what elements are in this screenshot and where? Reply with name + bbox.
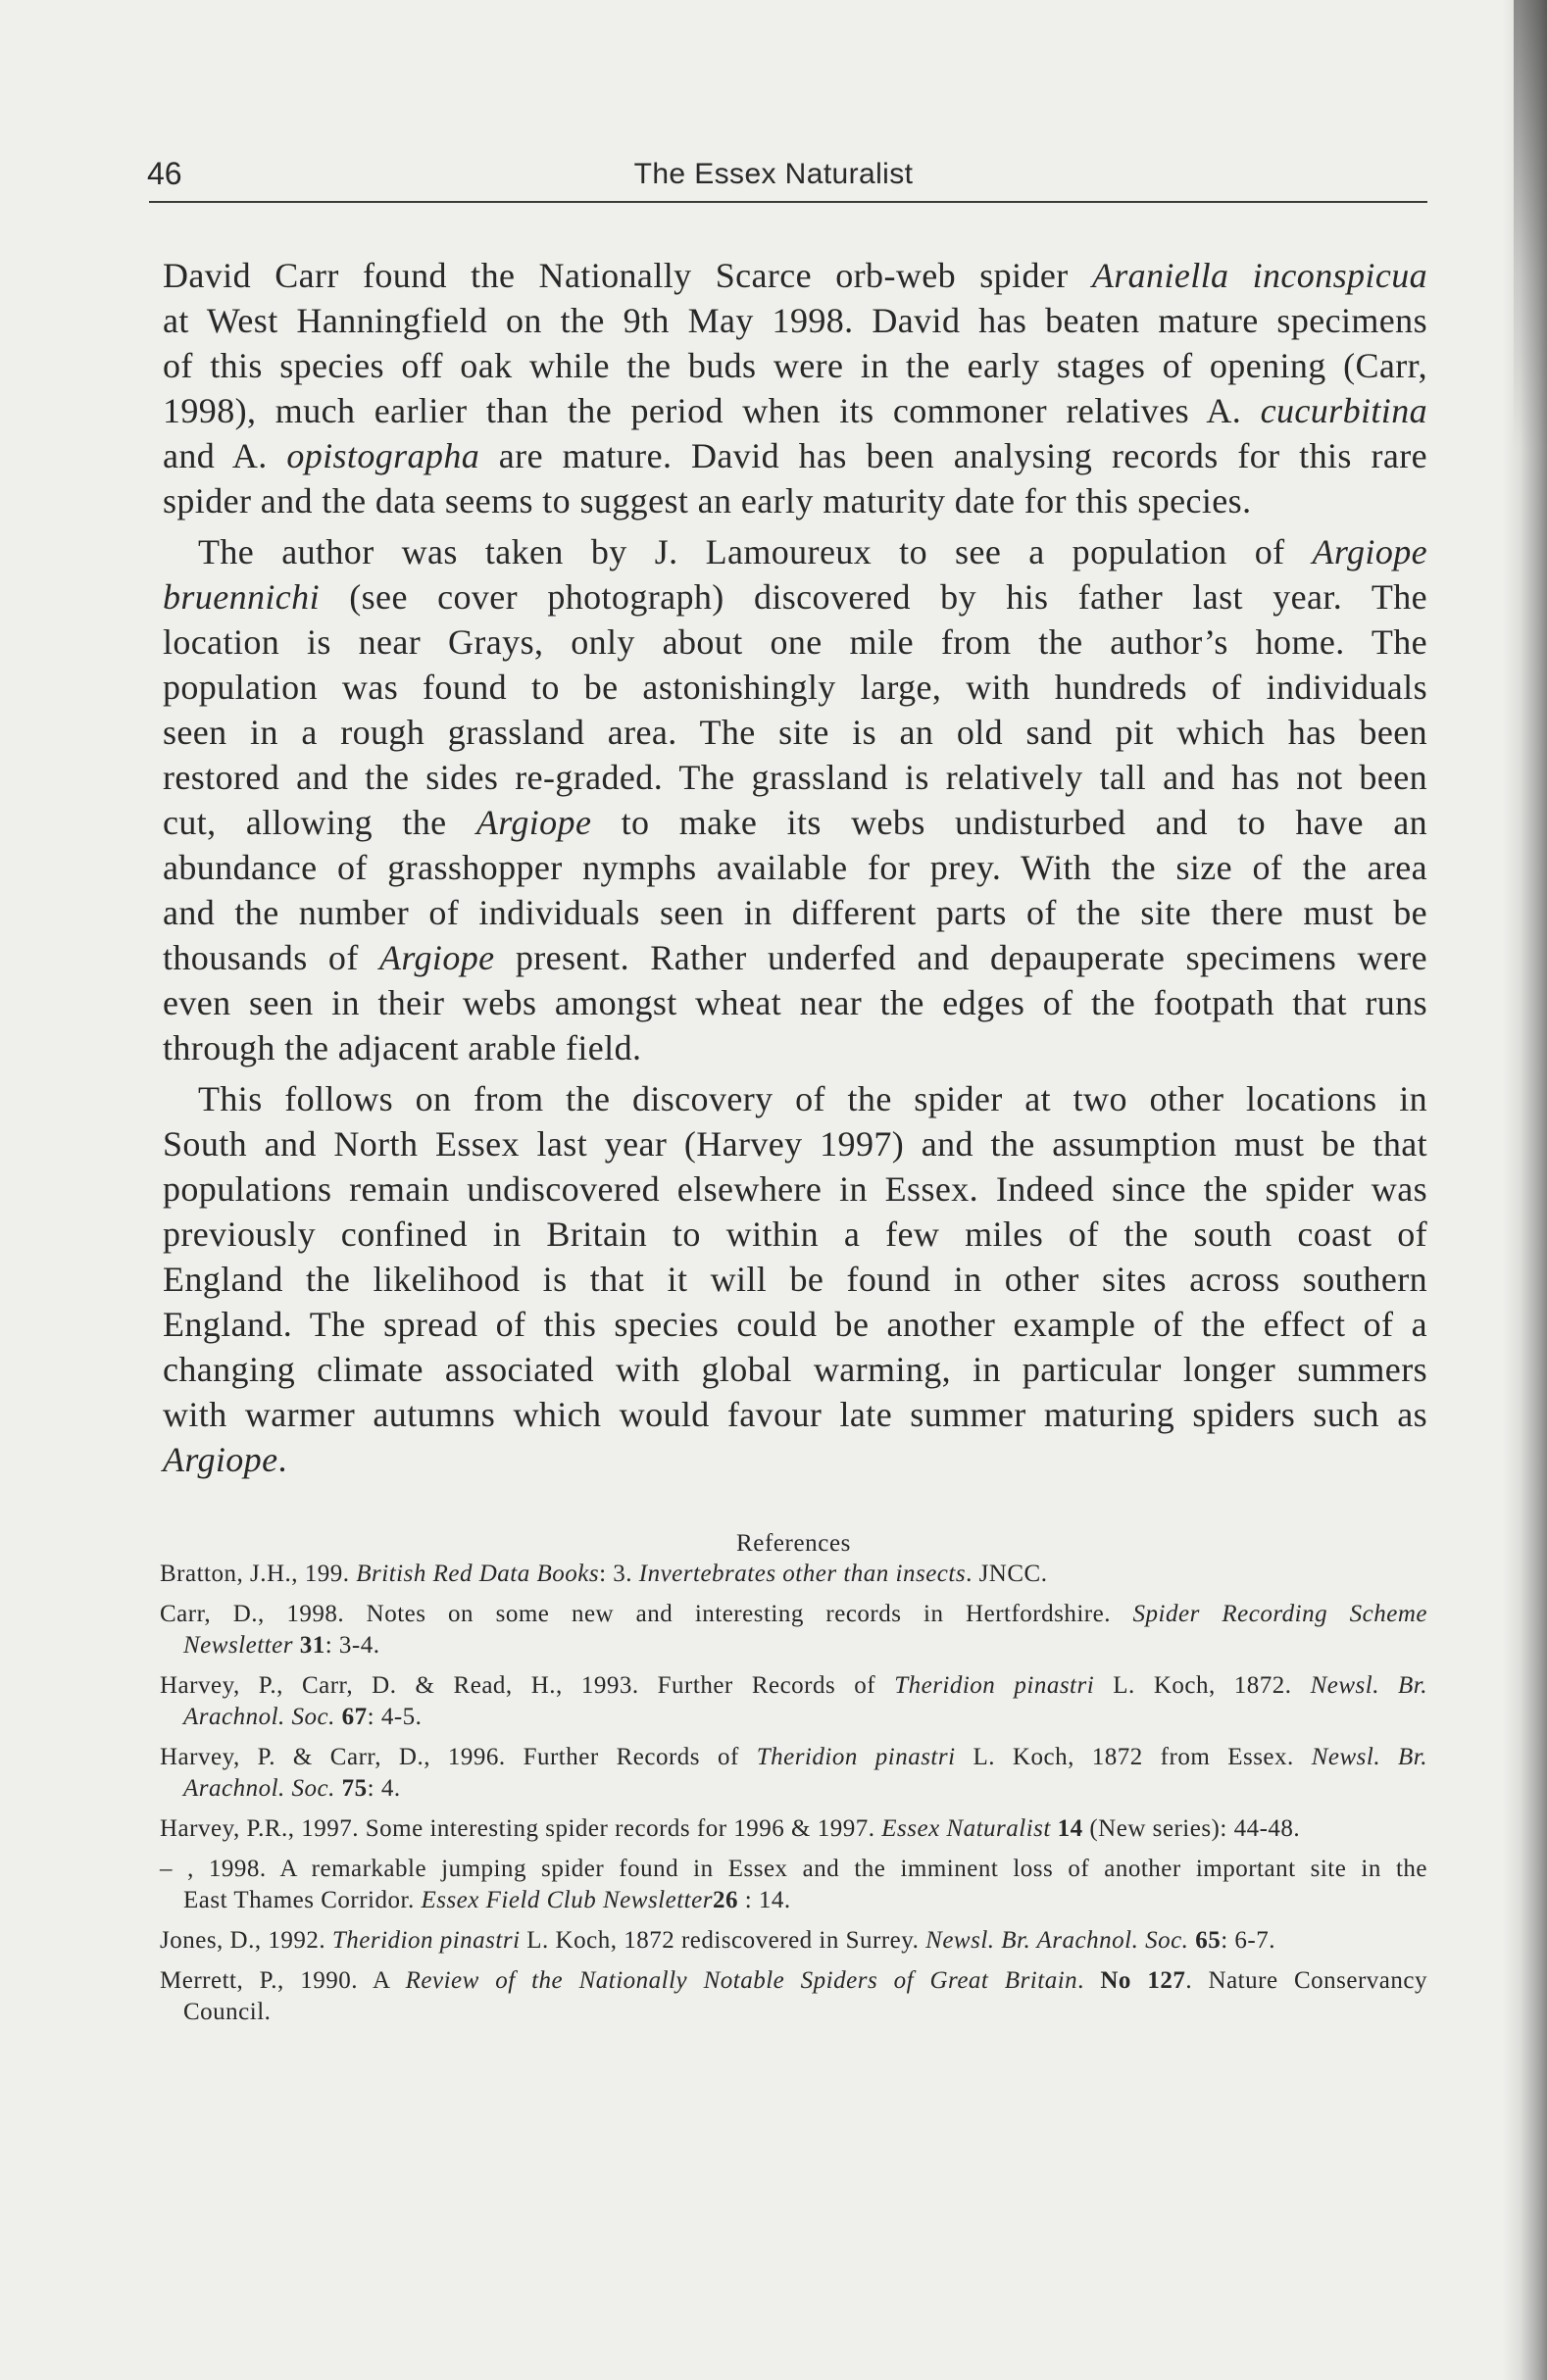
ref-line	[160, 1559, 1427, 1590]
text-run: : 3.	[599, 1561, 639, 1587]
italic-text: Newsl. Br.	[1310, 1672, 1428, 1699]
text-run: . Nature Conservancy	[1185, 1967, 1427, 1994]
body-line	[163, 620, 1427, 665]
body-line	[163, 574, 1427, 620]
text-run: populations remain undiscovered elsewhere in Essex. Indeed since the spider was	[163, 1169, 1427, 1209]
italic-text: Newsl. Br.	[1311, 1744, 1427, 1770]
text-run: at West Hanningfield on the 9th May 1998. David has beaten mature specimens	[163, 301, 1427, 340]
text-run: : 3-4.	[324, 1632, 380, 1659]
reference-entry	[160, 1813, 1427, 1845]
body-line	[163, 298, 1427, 343]
text-run: . JNCC.	[966, 1561, 1048, 1587]
ref-line	[160, 1813, 1427, 1845]
body-line	[163, 1437, 1427, 1482]
text-run: with warmer autumns which would favour late summer maturing spiders such as	[163, 1395, 1427, 1434]
italic-text: cucurbitina	[1260, 391, 1427, 430]
text-run: location is near Grays, only about one mile from the author’s home. The	[163, 622, 1427, 662]
body-line	[163, 665, 1427, 710]
ref-line	[160, 1773, 1427, 1805]
italic-text: Argiope	[163, 1440, 278, 1479]
text-run: Merrett, P., 1990. A	[160, 1967, 406, 1994]
text-run: are mature. David has been analysing records for this rare	[479, 436, 1427, 475]
body-line	[163, 935, 1427, 980]
text-run: David Carr found the Nationally Scarce orb-web spider	[163, 256, 1092, 295]
text-run: L. Koch, 1872.	[1094, 1672, 1311, 1699]
page-number: 46	[147, 156, 182, 191]
text-run: cut, allowing the	[163, 803, 476, 842]
body-line	[163, 1212, 1427, 1257]
italic-text: British Red Data Books	[356, 1561, 600, 1587]
italic-text: Invertebrates other than insects	[638, 1561, 967, 1587]
italic-text: Essex Naturalist	[881, 1815, 1058, 1842]
scan-corner-shadow	[1514, 0, 1547, 451]
bold-text: 67	[341, 1704, 368, 1730]
body-line	[163, 755, 1427, 800]
italic-text: Theridion pinastri	[331, 1927, 521, 1954]
italic-text: opistographa	[286, 436, 480, 475]
reference-entry	[160, 1559, 1427, 1590]
ref-line	[160, 1599, 1427, 1630]
references-list	[160, 1559, 1427, 2028]
bold-text: No 127	[1100, 1967, 1186, 1994]
body-line	[163, 343, 1427, 388]
body-line	[163, 1392, 1427, 1437]
body-line	[163, 529, 1427, 574]
body-line	[163, 253, 1427, 298]
reference-entry	[160, 1742, 1427, 1805]
ref-line	[160, 1742, 1427, 1773]
text-run: restored and the sides re-graded. The grassland is relatively tall and has not been	[163, 758, 1427, 797]
italic-text: Araniella inconspicua	[1091, 256, 1427, 295]
italic-text: Arachnol. Soc.	[183, 1775, 342, 1802]
italic-text: Arachnol. Soc.	[183, 1704, 342, 1730]
text-run: : 14.	[737, 1887, 791, 1913]
journal-title: The Essex Naturalist	[633, 158, 914, 190]
bold-text: 14	[1057, 1815, 1083, 1842]
ref-line	[160, 1965, 1427, 1997]
body-line	[163, 1121, 1427, 1166]
italic-text: Theridion pinastri	[756, 1744, 956, 1770]
body-paragraph	[163, 253, 1427, 523]
header-rule	[149, 201, 1427, 203]
text-run: spider and the data seems to suggest an early maturity date for this species.	[163, 481, 1252, 521]
italic-text: Newsletter	[183, 1632, 300, 1659]
text-run: .	[1077, 1967, 1101, 1994]
ref-line	[160, 1702, 1427, 1733]
italic-text: Theridion pinastri	[894, 1672, 1095, 1699]
text-run: Harvey, P.R., 1997. Some interesting spider records for 1996 & 1997.	[160, 1815, 882, 1842]
ref-line	[160, 1670, 1427, 1702]
body-line	[163, 800, 1427, 845]
text-run: Council.	[183, 1999, 272, 2025]
text-run: : 6-7.	[1221, 1927, 1275, 1954]
body-line	[163, 980, 1427, 1025]
body-line	[163, 1025, 1427, 1070]
bold-text: 75	[341, 1775, 368, 1802]
text-run: previously confined in Britain to within a few miles of the south coast of	[163, 1215, 1427, 1254]
text-run: The author was taken by J. Lamoureux to see a population of	[198, 532, 1313, 571]
text-run: Carr, D., 1998. Notes on some new and interesting records in Hertfordshire.	[160, 1601, 1133, 1627]
text-run: Harvey, P., Carr, D. & Read, H., 1993. Further Records of	[160, 1672, 895, 1699]
text-run: L. Koch, 1872 rediscovered in Surrey.	[520, 1927, 926, 1954]
reference-entry	[160, 1854, 1427, 1916]
text-run: This follows on from the discovery of the spider at two other locations in	[198, 1079, 1427, 1118]
text-run: to make its webs undisturbed and to have an	[591, 803, 1427, 842]
text-run: and A.	[163, 436, 287, 475]
body-paragraph	[163, 529, 1427, 1070]
bold-text: 26	[712, 1887, 738, 1913]
text-run: population was found to be astonishingly large, with hundreds of individuals	[163, 668, 1427, 707]
italic-text: Argiope	[1312, 532, 1427, 571]
body-line	[163, 478, 1427, 523]
text-run: – , 1998. A remarkable jumping spider found in Essex and the imminent loss of another important site in the	[160, 1856, 1427, 1882]
body-line	[163, 710, 1427, 755]
text-run: East Thames Corridor.	[183, 1887, 422, 1913]
italic-text: Review of the Nationally Notable Spiders of Great Britain	[405, 1967, 1078, 1994]
body-line	[163, 1076, 1427, 1121]
text-run: present. Rather underfed and depauperate specimens were	[494, 938, 1427, 977]
ref-line	[160, 1885, 1427, 1916]
reference-entry	[160, 1965, 1427, 2028]
text-run: changing climate associated with global warming, in particular longer summers	[163, 1350, 1427, 1389]
text-run: and the number of individuals seen in different parts of the site there must be	[163, 893, 1427, 932]
ref-line	[160, 1630, 1427, 1661]
article-body	[163, 253, 1427, 1482]
italic-text: Essex Field Club Newsletter	[421, 1887, 713, 1913]
text-run: England the likelihood is that it will be found in other sites across southern	[163, 1260, 1427, 1299]
body-line	[163, 1257, 1427, 1302]
ref-line	[160, 1925, 1427, 1957]
reference-entry	[160, 1599, 1427, 1661]
text-run: : 4-5.	[367, 1704, 423, 1730]
bold-text: 65	[1195, 1927, 1222, 1954]
body-line	[163, 1347, 1427, 1392]
text-run: (New series): 44-48.	[1082, 1815, 1301, 1842]
italic-text: Newsl. Br. Arachnol. Soc.	[925, 1927, 1196, 1954]
text-run: through the adjacent arable field.	[163, 1028, 642, 1067]
italic-text: Spider Recording Scheme	[1132, 1601, 1427, 1627]
text-run: Harvey, P. & Carr, D., 1996. Further Records of	[160, 1744, 757, 1770]
text-run: L. Koch, 1872 from Essex.	[955, 1744, 1312, 1770]
references-heading: References	[735, 1530, 852, 1557]
text-run: even seen in their webs amongst wheat near the edges of the footpath that runs	[163, 983, 1427, 1022]
text-run: England. The spread of this species could be another example of the effect of a	[163, 1305, 1427, 1344]
italic-text: bruennichi	[163, 577, 320, 617]
body-line	[163, 1166, 1427, 1212]
body-line	[163, 433, 1427, 478]
body-line	[163, 845, 1427, 890]
body-line	[163, 388, 1427, 433]
text-run: Bratton, J.H., 199.	[160, 1561, 357, 1587]
text-run: (see cover photograph) discovered by his father last year. The	[319, 577, 1427, 617]
text-run: of this species off oak while the buds were in the early stages of opening (Carr,	[163, 346, 1427, 385]
body-paragraph	[163, 1076, 1427, 1482]
ref-line	[160, 1854, 1427, 1885]
text-run: seen in a rough grassland area. The site is an old sand pit which has been	[163, 713, 1427, 752]
ref-line	[160, 1997, 1427, 2028]
reference-entry	[160, 1670, 1427, 1733]
text-run: 1998), much earlier than the period when its commoner relatives A.	[163, 391, 1261, 430]
text-run: thousands of	[163, 938, 380, 977]
italic-text: Argiope	[475, 803, 592, 842]
bold-text: 31	[299, 1632, 325, 1659]
reference-entry	[160, 1925, 1427, 1957]
body-line	[163, 1302, 1427, 1347]
body-line	[163, 890, 1427, 935]
text-run: South and North Essex last year (Harvey 1997) and the assumption must be that	[163, 1124, 1427, 1164]
text-run: .	[277, 1440, 287, 1479]
text-run: abundance of grasshopper nymphs available for prey. With the size of the area	[163, 848, 1427, 887]
text-run: : 4.	[367, 1775, 401, 1802]
italic-text: Argiope	[379, 938, 495, 977]
text-run: Jones, D., 1992.	[160, 1927, 332, 1954]
